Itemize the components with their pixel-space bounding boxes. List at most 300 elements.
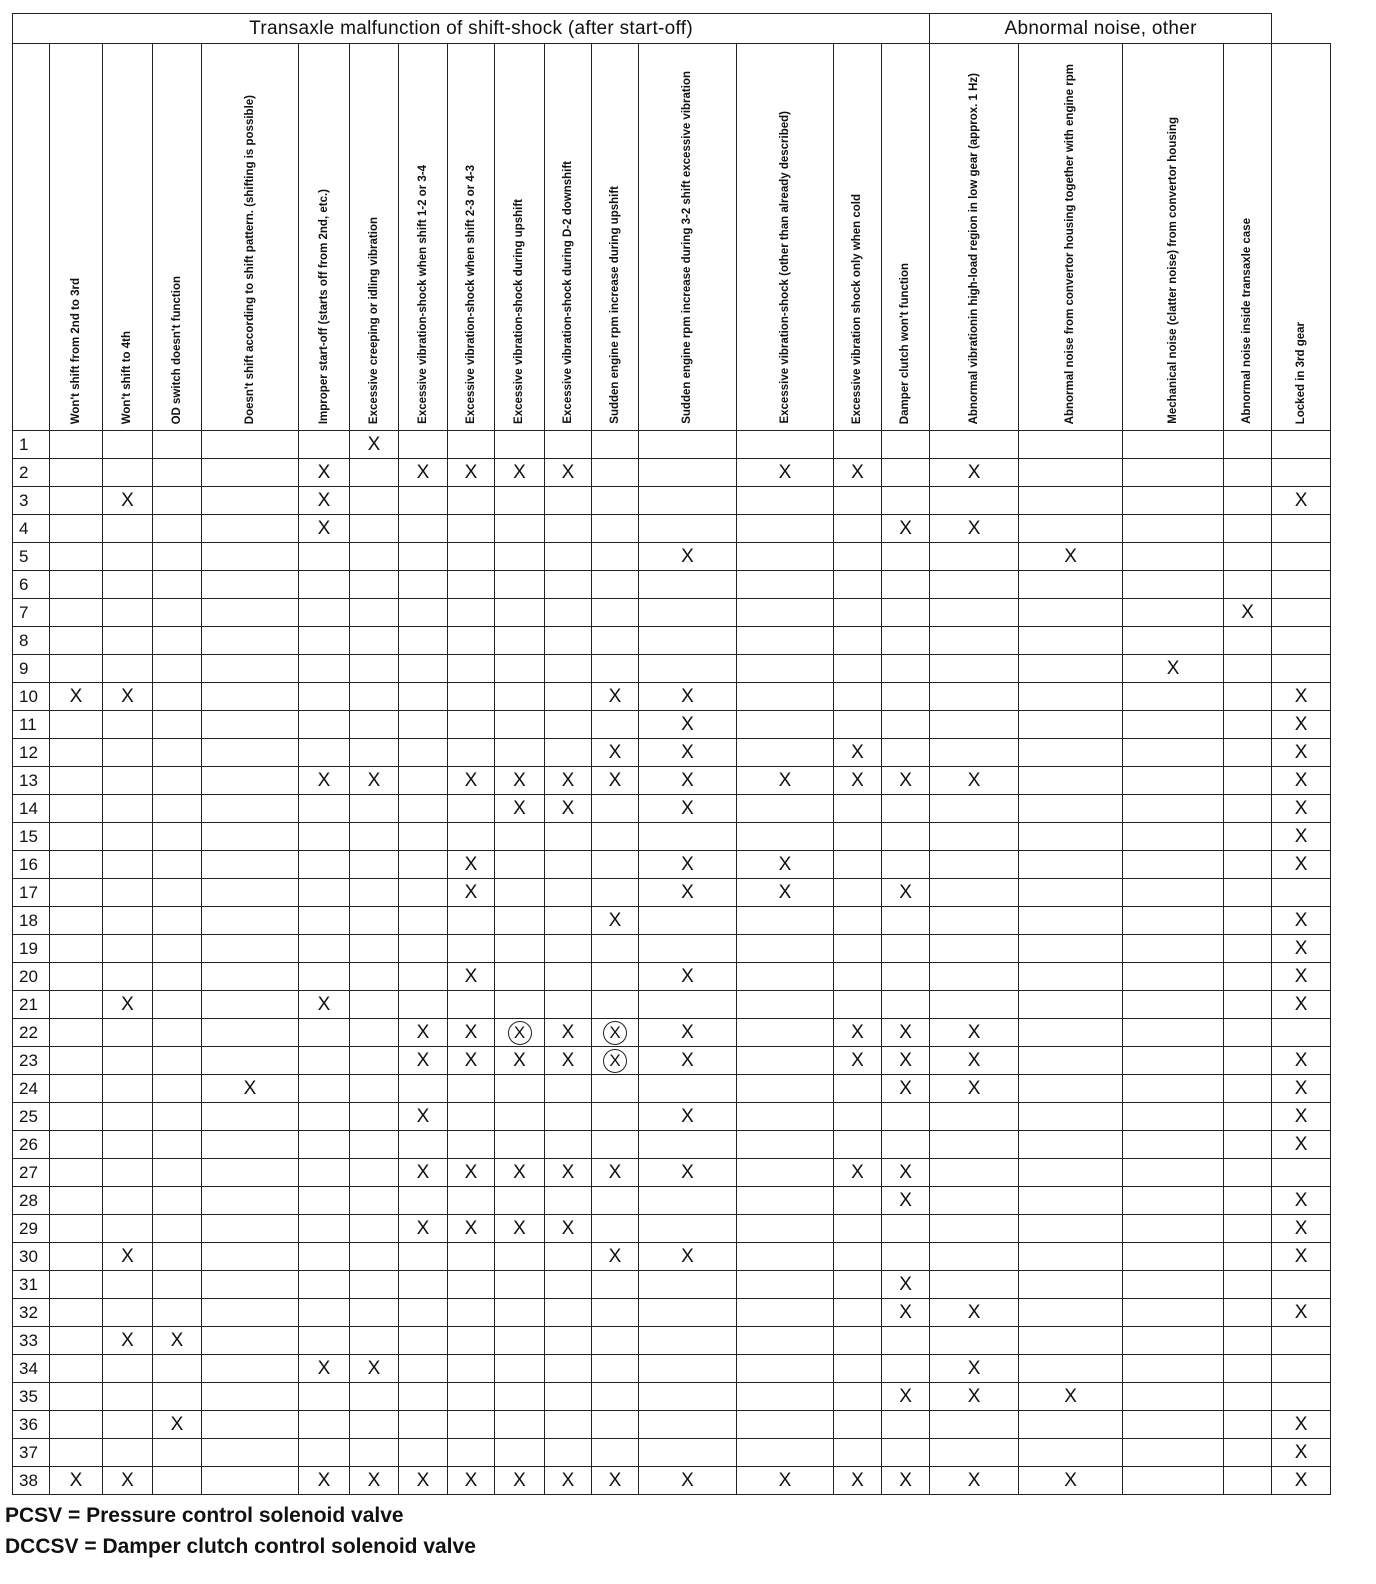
- row-number: 30: [13, 1243, 50, 1271]
- table-cell: [639, 711, 737, 739]
- check-mark: X: [681, 1021, 694, 1043]
- table-cell: [1224, 431, 1272, 459]
- table-cell: [153, 767, 202, 795]
- column-header-label: Abnormal noise inside transaxle case: [1241, 218, 1254, 424]
- table-cell: [1224, 963, 1272, 991]
- check-mark: X: [416, 1021, 430, 1043]
- row-number: 7: [13, 599, 50, 627]
- table-row: [13, 1103, 1331, 1131]
- check-mark: X: [317, 517, 331, 539]
- table-cell: [350, 823, 399, 851]
- table-cell: [882, 515, 930, 543]
- table-cell: [639, 1271, 737, 1299]
- table-cell: [882, 1215, 930, 1243]
- table-cell: [299, 1439, 350, 1467]
- table-cell: [737, 935, 834, 963]
- table-cell: [299, 1299, 350, 1327]
- column-header: [448, 44, 495, 431]
- table-cell: [737, 431, 834, 459]
- table-cell: [1272, 739, 1331, 767]
- table-cell: [1123, 907, 1224, 935]
- table-cell: [1019, 739, 1123, 767]
- table-cell: [299, 571, 350, 599]
- table-cell: [1123, 1383, 1224, 1411]
- table-cell: [737, 655, 834, 683]
- check-mark: X: [367, 1469, 381, 1491]
- table-cell: [448, 879, 495, 907]
- table-cell: [50, 907, 103, 935]
- table-cell: [882, 1327, 930, 1355]
- table-cell: [202, 1271, 299, 1299]
- table-cell: [495, 991, 545, 1019]
- table-cell: [103, 823, 153, 851]
- table-cell: [1019, 879, 1123, 907]
- table-cell: [545, 1215, 592, 1243]
- column-header: [1019, 44, 1123, 431]
- table-cell: [930, 767, 1019, 795]
- table-cell: [103, 655, 153, 683]
- table-cell: [103, 1299, 153, 1327]
- table-cell: [202, 655, 299, 683]
- table-cell: [882, 823, 930, 851]
- table-cell: [545, 767, 592, 795]
- table-cell: [834, 459, 882, 487]
- row-number: 25: [13, 1103, 50, 1131]
- check-mark: X: [69, 685, 83, 707]
- row-number: 1: [13, 431, 50, 459]
- table-cell: [639, 1215, 737, 1243]
- table-cell: [103, 515, 153, 543]
- table-cell: [545, 963, 592, 991]
- table-cell: [834, 1271, 882, 1299]
- check-mark: X: [608, 1161, 622, 1183]
- check-mark: X: [464, 1469, 478, 1491]
- check-mark: X: [367, 1357, 381, 1379]
- check-mark: X: [967, 1077, 981, 1099]
- table-cell: [592, 879, 639, 907]
- table-cell: [930, 935, 1019, 963]
- table-cell: [639, 1439, 737, 1467]
- check-mark: X: [121, 1469, 134, 1491]
- table-cell: [882, 1243, 930, 1271]
- table-cell: [639, 627, 737, 655]
- table-cell: [50, 599, 103, 627]
- table-cell: [592, 1355, 639, 1383]
- check-mark: X: [513, 797, 526, 819]
- table-cell: [1224, 1355, 1272, 1383]
- table-cell: [930, 1355, 1019, 1383]
- table-cell: [930, 1159, 1019, 1187]
- table-cell: [495, 655, 545, 683]
- table-cell: [399, 1383, 448, 1411]
- table-cell: [592, 599, 639, 627]
- table-cell: [103, 1439, 153, 1467]
- table-cell: [202, 1187, 299, 1215]
- table-cell: [399, 683, 448, 711]
- table-cell: [930, 1131, 1019, 1159]
- check-mark: X: [681, 769, 694, 791]
- table-cell: [834, 1439, 882, 1467]
- table-cell: [1224, 1327, 1272, 1355]
- table-cell: [545, 851, 592, 879]
- table-cell: [1224, 851, 1272, 879]
- table-cell: [495, 1327, 545, 1355]
- table-cell: [448, 571, 495, 599]
- table-cell: [1019, 1439, 1123, 1467]
- table-row: [13, 711, 1331, 739]
- table-cell: [882, 683, 930, 711]
- table-cell: [1224, 571, 1272, 599]
- table-cell: [495, 823, 545, 851]
- table-cell: [103, 851, 153, 879]
- table-cell: [1123, 1299, 1224, 1327]
- table-cell: [882, 991, 930, 1019]
- table-cell: [882, 1271, 930, 1299]
- check-mark: X: [608, 685, 622, 707]
- table-cell: [153, 1215, 202, 1243]
- table-cell: [930, 515, 1019, 543]
- table-cell: [1272, 1075, 1331, 1103]
- table-cell: [545, 1271, 592, 1299]
- table-cell: [299, 1215, 350, 1243]
- check-mark: X: [121, 993, 134, 1015]
- check-mark: X: [561, 769, 575, 791]
- table-cell: [448, 739, 495, 767]
- table-cell: [1019, 487, 1123, 515]
- table-cell: [592, 1187, 639, 1215]
- table-row: [13, 1131, 1331, 1159]
- table-cell: [448, 627, 495, 655]
- table-cell: [153, 487, 202, 515]
- table-cell: [1224, 655, 1272, 683]
- circled-check-mark: X: [603, 1049, 627, 1073]
- table-cell: [1019, 1383, 1123, 1411]
- table-cell: [930, 1187, 1019, 1215]
- table-cell: [882, 907, 930, 935]
- table-cell: [299, 1159, 350, 1187]
- table-cell: [103, 1271, 153, 1299]
- check-mark: X: [317, 461, 331, 483]
- table-cell: [1272, 1243, 1331, 1271]
- table-cell: [545, 1047, 592, 1075]
- table-cell: [495, 1159, 545, 1187]
- table-cell: [202, 739, 299, 767]
- table-cell: [1224, 1467, 1272, 1495]
- table-cell: [495, 487, 545, 515]
- table-cell: [153, 431, 202, 459]
- table-cell: [399, 991, 448, 1019]
- column-header-label: Improper start-off (starts off from 2nd, etc.): [317, 188, 330, 424]
- check-mark: X: [1294, 1413, 1308, 1435]
- table-cell: [1123, 1271, 1224, 1299]
- table-cell: [448, 655, 495, 683]
- table-cell: [202, 487, 299, 515]
- table-cell: [153, 879, 202, 907]
- table-cell: [350, 459, 399, 487]
- table-cell: [448, 935, 495, 963]
- table-row: [13, 683, 1331, 711]
- table-cell: [1224, 1271, 1272, 1299]
- table-cell: [737, 851, 834, 879]
- table-cell: [1272, 1383, 1331, 1411]
- check-mark: X: [967, 1049, 981, 1071]
- table-cell: [882, 1383, 930, 1411]
- table-cell: [1123, 487, 1224, 515]
- table-cell: [50, 1439, 103, 1467]
- column-header: [592, 44, 639, 431]
- table-cell: [399, 431, 448, 459]
- table-cell: [103, 1327, 153, 1355]
- table-cell: [1019, 1243, 1123, 1271]
- table-cell: [448, 1215, 495, 1243]
- table-cell: [930, 823, 1019, 851]
- table-cell: [737, 599, 834, 627]
- table-cell: [1272, 1411, 1331, 1439]
- group-header-shift-shock: Transaxle malfunction of shift-shock (after start-off): [13, 14, 930, 44]
- table-cell: [834, 963, 882, 991]
- table-cell: [350, 1159, 399, 1187]
- check-mark: X: [317, 1357, 331, 1379]
- table-cell: [1123, 599, 1224, 627]
- table-cell: [737, 711, 834, 739]
- table-cell: [50, 963, 103, 991]
- table-cell: [737, 627, 834, 655]
- table-cell: [350, 1327, 399, 1355]
- table-cell: [592, 543, 639, 571]
- table-cell: [350, 487, 399, 515]
- table-cell: [299, 1327, 350, 1355]
- table-cell: [50, 991, 103, 1019]
- column-header-label: Excessive vibration-shock during D-2 downshift: [561, 161, 574, 424]
- check-mark: X: [513, 1049, 526, 1071]
- table-cell: [103, 1075, 153, 1103]
- table-cell: [103, 991, 153, 1019]
- table-cell: [930, 487, 1019, 515]
- table-cell: [930, 1271, 1019, 1299]
- table-cell: [1123, 1131, 1224, 1159]
- table-cell: [592, 823, 639, 851]
- table-cell: [930, 1299, 1019, 1327]
- table-cell: [1272, 487, 1331, 515]
- table-cell: [834, 1467, 882, 1495]
- check-mark: X: [681, 881, 694, 903]
- table-cell: [1019, 1075, 1123, 1103]
- table-cell: [299, 739, 350, 767]
- table-cell: [103, 1187, 153, 1215]
- check-mark: X: [513, 1161, 526, 1183]
- check-mark: X: [851, 461, 864, 483]
- check-mark: X: [464, 769, 478, 791]
- column-header-label: Excessive vibration-shock when shift 1-2 or 3-4: [416, 165, 429, 424]
- table-cell: [882, 1159, 930, 1187]
- check-mark: X: [1294, 797, 1308, 819]
- table-row: [13, 795, 1331, 823]
- table-cell: [737, 991, 834, 1019]
- table-cell: [834, 431, 882, 459]
- check-mark: X: [608, 741, 622, 763]
- check-mark: X: [851, 1469, 864, 1491]
- table-cell: [50, 655, 103, 683]
- table-cell: [350, 1215, 399, 1243]
- table-cell: [882, 739, 930, 767]
- circled-check-mark: X: [603, 1021, 627, 1045]
- check-mark: X: [899, 1077, 912, 1099]
- row-number: 24: [13, 1075, 50, 1103]
- check-mark: X: [851, 769, 864, 791]
- table-row: [13, 1411, 1331, 1439]
- check-mark: X: [851, 741, 864, 763]
- table-cell: [1019, 459, 1123, 487]
- column-header-label: Locked in 3rd gear: [1294, 321, 1307, 424]
- table-cell: [350, 1355, 399, 1383]
- table-cell: [592, 851, 639, 879]
- table-cell: [737, 515, 834, 543]
- table-cell: [299, 1271, 350, 1299]
- table-cell: [350, 795, 399, 823]
- table-cell: [448, 1075, 495, 1103]
- table-cell: [834, 711, 882, 739]
- table-cell: [50, 1103, 103, 1131]
- table-cell: [153, 543, 202, 571]
- table-cell: [834, 1355, 882, 1383]
- check-mark: X: [513, 769, 526, 791]
- table-cell: [50, 1019, 103, 1047]
- table-cell: [930, 1383, 1019, 1411]
- table-cell: [1019, 543, 1123, 571]
- table-cell: [399, 1439, 448, 1467]
- table-cell: [639, 1383, 737, 1411]
- table-cell: [103, 795, 153, 823]
- table-cell: [103, 1159, 153, 1187]
- table-cell: [1224, 767, 1272, 795]
- table-cell: [882, 1439, 930, 1467]
- row-number: 11: [13, 711, 50, 739]
- column-header-label: Sudden engine rpm increase during 3-2 shift excessive vibration: [681, 71, 693, 424]
- table-cell: [737, 823, 834, 851]
- table-cell: [639, 823, 737, 851]
- table-cell: [1123, 1467, 1224, 1495]
- table-cell: [399, 1215, 448, 1243]
- table-row: [13, 1271, 1331, 1299]
- table-row: [13, 991, 1331, 1019]
- table-cell: [1123, 1355, 1224, 1383]
- table-cell: [495, 1019, 545, 1047]
- table-cell: [737, 1047, 834, 1075]
- table-cell: [1019, 627, 1123, 655]
- check-mark: X: [367, 433, 381, 455]
- table-cell: [448, 991, 495, 1019]
- table-cell: [639, 571, 737, 599]
- column-header: [495, 44, 545, 431]
- check-mark: X: [561, 1021, 575, 1043]
- table-cell: [1272, 963, 1331, 991]
- table-cell: [202, 795, 299, 823]
- check-mark: X: [1294, 909, 1308, 931]
- table-cell: [737, 963, 834, 991]
- table-cell: [882, 1187, 930, 1215]
- check-mark: X: [608, 1245, 622, 1267]
- table-cell: [350, 515, 399, 543]
- column-header: [350, 44, 399, 431]
- check-mark: X: [851, 1049, 864, 1071]
- check-mark: X: [1294, 1301, 1308, 1323]
- check-mark: X: [367, 769, 381, 791]
- table-cell: [737, 1327, 834, 1355]
- table-cell: [737, 543, 834, 571]
- check-mark: X: [967, 1469, 981, 1491]
- table-cell: [202, 1215, 299, 1243]
- table-cell: [930, 1019, 1019, 1047]
- table-row: [13, 1439, 1331, 1467]
- column-header-label: OD switch doesn't function: [170, 275, 183, 424]
- table-cell: [545, 823, 592, 851]
- table-row: [13, 543, 1331, 571]
- table-cell: [834, 1243, 882, 1271]
- row-number: 31: [13, 1271, 50, 1299]
- table-cell: [930, 1047, 1019, 1075]
- table-cell: [737, 739, 834, 767]
- table-cell: [103, 963, 153, 991]
- table-cell: [545, 1131, 592, 1159]
- table-cell: [1123, 935, 1224, 963]
- check-mark: X: [899, 1385, 912, 1407]
- table-cell: [299, 683, 350, 711]
- table-cell: [448, 1411, 495, 1439]
- table-cell: [545, 991, 592, 1019]
- table-cell: [1272, 1103, 1331, 1131]
- table-row: [13, 431, 1331, 459]
- table-cell: [50, 851, 103, 879]
- table-cell: [103, 935, 153, 963]
- table-cell: [1123, 1047, 1224, 1075]
- table-cell: [1123, 1411, 1224, 1439]
- table-cell: [399, 543, 448, 571]
- table-cell: [1019, 935, 1123, 963]
- row-number: 8: [13, 627, 50, 655]
- table-cell: [834, 1383, 882, 1411]
- table-cell: [202, 1243, 299, 1271]
- table-cell: [545, 1187, 592, 1215]
- table-cell: [834, 683, 882, 711]
- check-mark: X: [416, 1049, 430, 1071]
- column-header: [202, 44, 299, 431]
- table-cell: [834, 487, 882, 515]
- table-cell: [103, 431, 153, 459]
- table-cell: [639, 879, 737, 907]
- table-cell: [592, 1299, 639, 1327]
- table-cell: [202, 1019, 299, 1047]
- table-cell: [834, 1187, 882, 1215]
- table-cell: [1224, 683, 1272, 711]
- check-mark: X: [681, 965, 694, 987]
- table-cell: [639, 1075, 737, 1103]
- table-cell: [1224, 1299, 1272, 1327]
- table-cell: [1123, 1243, 1224, 1271]
- table-cell: [50, 879, 103, 907]
- table-cell: [639, 991, 737, 1019]
- table-cell: [299, 487, 350, 515]
- check-mark: X: [464, 881, 478, 903]
- check-mark: X: [1166, 657, 1180, 679]
- check-mark: X: [1294, 1133, 1308, 1155]
- column-header: [1123, 44, 1224, 431]
- table-cell: [495, 683, 545, 711]
- table-cell: [399, 1467, 448, 1495]
- table-cell: [1272, 1271, 1331, 1299]
- table-cell: [545, 487, 592, 515]
- note-dccsv: DCCSV = Damper clutch control solenoid valve: [5, 1535, 476, 1558]
- table-cell: [153, 627, 202, 655]
